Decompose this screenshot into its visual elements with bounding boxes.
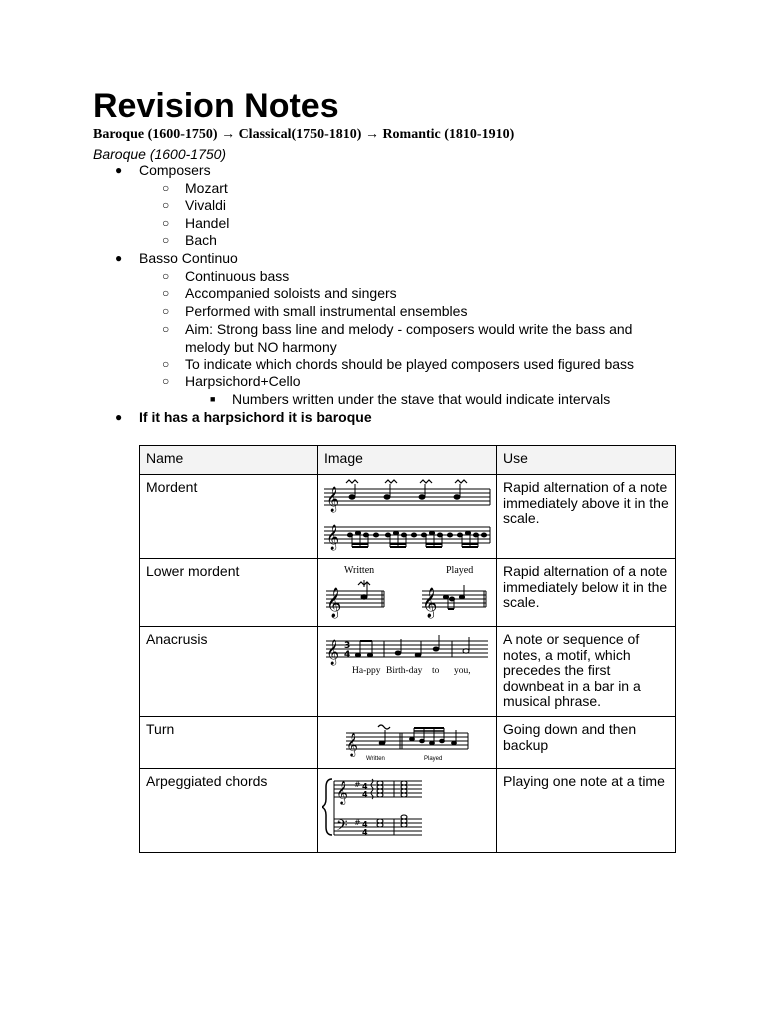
bullet-icon: ● — [115, 410, 123, 424]
mordent-image — [318, 475, 497, 559]
arpeggiated-chords-image — [318, 769, 497, 853]
list-item: Aim: Strong bass line and melody - composers would write the bass and melody but NO harmony — [185, 321, 633, 355]
table-row — [140, 717, 676, 769]
term-name: Turn — [140, 717, 318, 769]
hollow-bullet-icon: ○ — [162, 357, 170, 371]
hollow-bullet-icon: ○ — [162, 374, 170, 388]
written-label: Written — [344, 565, 375, 576]
svg-text:3: 3 — [344, 641, 351, 651]
table-row — [140, 769, 676, 853]
list-item: To indicate which chords should be played composers used figured bass — [185, 356, 635, 372]
harpsichord-note: If it has a harpsichord it is baroque — [139, 409, 372, 425]
list-item: Mozart — [185, 180, 228, 196]
turn-notation-icon — [322, 721, 492, 763]
arpeggio-notation-icon — [322, 773, 492, 847]
page-title: Revision Notes — [93, 87, 339, 125]
mordent-notation-icon — [322, 479, 492, 553]
svg-text:4: 4 — [344, 650, 351, 660]
column-header-name: Name — [140, 446, 318, 475]
anacrusis-notation-icon — [322, 631, 492, 681]
hollow-bullet-icon: ○ — [162, 286, 170, 300]
svg-text:𝄞: 𝄞 — [326, 525, 340, 550]
term-use: Rapid alternation of a note immediately below it in the scale. — [497, 559, 676, 627]
hollow-bullet-icon: ○ — [162, 181, 170, 195]
hollow-bullet-icon: ○ — [162, 269, 170, 283]
svg-text:4: 4 — [362, 828, 368, 837]
svg-text:4: 4 — [362, 790, 368, 799]
lyric-word: Birth-day — [386, 666, 423, 676]
lyric-word: you, — [454, 666, 471, 676]
list-item: Handel — [185, 215, 230, 231]
table-row — [140, 627, 676, 717]
ornaments-table — [139, 445, 676, 853]
column-header-image: Image — [318, 446, 497, 475]
lower-mordent-image — [318, 559, 497, 627]
hollow-bullet-icon: ○ — [162, 216, 170, 230]
table-header-row — [140, 446, 676, 475]
svg-text:𝄞: 𝄞 — [346, 732, 358, 756]
svg-text:𝄞: 𝄞 — [326, 640, 340, 665]
hollow-bullet-icon: ○ — [162, 198, 170, 212]
term-use: Rapid alternation of a note immediately above it in the scale. — [497, 475, 676, 559]
svg-text:#: # — [354, 818, 361, 827]
svg-text:#: # — [354, 780, 361, 789]
list-item: Bach — [185, 232, 217, 248]
term-name: Arpeggiated chords — [140, 769, 318, 853]
lower-mordent-notation-icon — [322, 563, 492, 621]
term-name: Lower mordent — [140, 559, 318, 627]
lyric-word: to — [432, 666, 440, 676]
svg-text:4: 4 — [362, 782, 368, 791]
list-item-composers: Composers — [139, 162, 211, 178]
svg-text:𝄞: 𝄞 — [336, 780, 348, 804]
turn-image — [318, 717, 497, 769]
hollow-bullet-icon: ○ — [162, 322, 170, 336]
era-timeline: Baroque (1600-1750) → Classical(1750-1810) → Romantic (1810-1910) — [93, 127, 515, 142]
term-name: Mordent — [140, 475, 318, 559]
list-item: Harpsichord+Cello — [185, 373, 301, 389]
list-item: Continuous bass — [185, 268, 290, 284]
hollow-bullet-icon: ○ — [162, 233, 170, 247]
square-bullet-icon: ■ — [210, 394, 216, 404]
table-row — [140, 559, 676, 627]
term-use: A note or sequence of notes, a motif, which precedes the first downbeat in a bar in a musical phrase. — [497, 627, 676, 717]
list-item-basso-continuo: Basso Continuo — [139, 250, 238, 266]
svg-text:𝄢: 𝄢 — [336, 817, 348, 838]
list-item: Numbers written under the stave that would indicate intervals — [232, 391, 611, 407]
anacrusis-image — [318, 627, 497, 717]
list-item: Vivaldi — [185, 197, 226, 213]
svg-text:4: 4 — [362, 820, 368, 829]
played-label: Played — [424, 756, 443, 762]
lyric-word: Ha-ppy — [352, 666, 381, 676]
written-label: Written — [366, 756, 385, 762]
column-header-use: Use — [497, 446, 676, 475]
term-name: Anacrusis — [140, 627, 318, 717]
svg-text:𝄞: 𝄞 — [422, 588, 438, 618]
played-label: Played — [446, 565, 474, 576]
hollow-bullet-icon: ○ — [162, 304, 170, 318]
bullet-icon: ● — [115, 163, 123, 177]
list-item: Accompanied soloists and singers — [185, 285, 397, 301]
section-heading: Baroque (1600-1750) — [93, 146, 227, 162]
term-use: Playing one note at a time — [497, 769, 676, 853]
svg-text:𝄞: 𝄞 — [326, 487, 340, 512]
svg-text:𝄞: 𝄞 — [326, 588, 342, 618]
table-row — [140, 475, 676, 559]
term-use: Going down and then backup — [497, 717, 676, 769]
list-item: Performed with small instrumental ensembles — [185, 303, 468, 319]
bullet-icon: ● — [115, 251, 123, 265]
